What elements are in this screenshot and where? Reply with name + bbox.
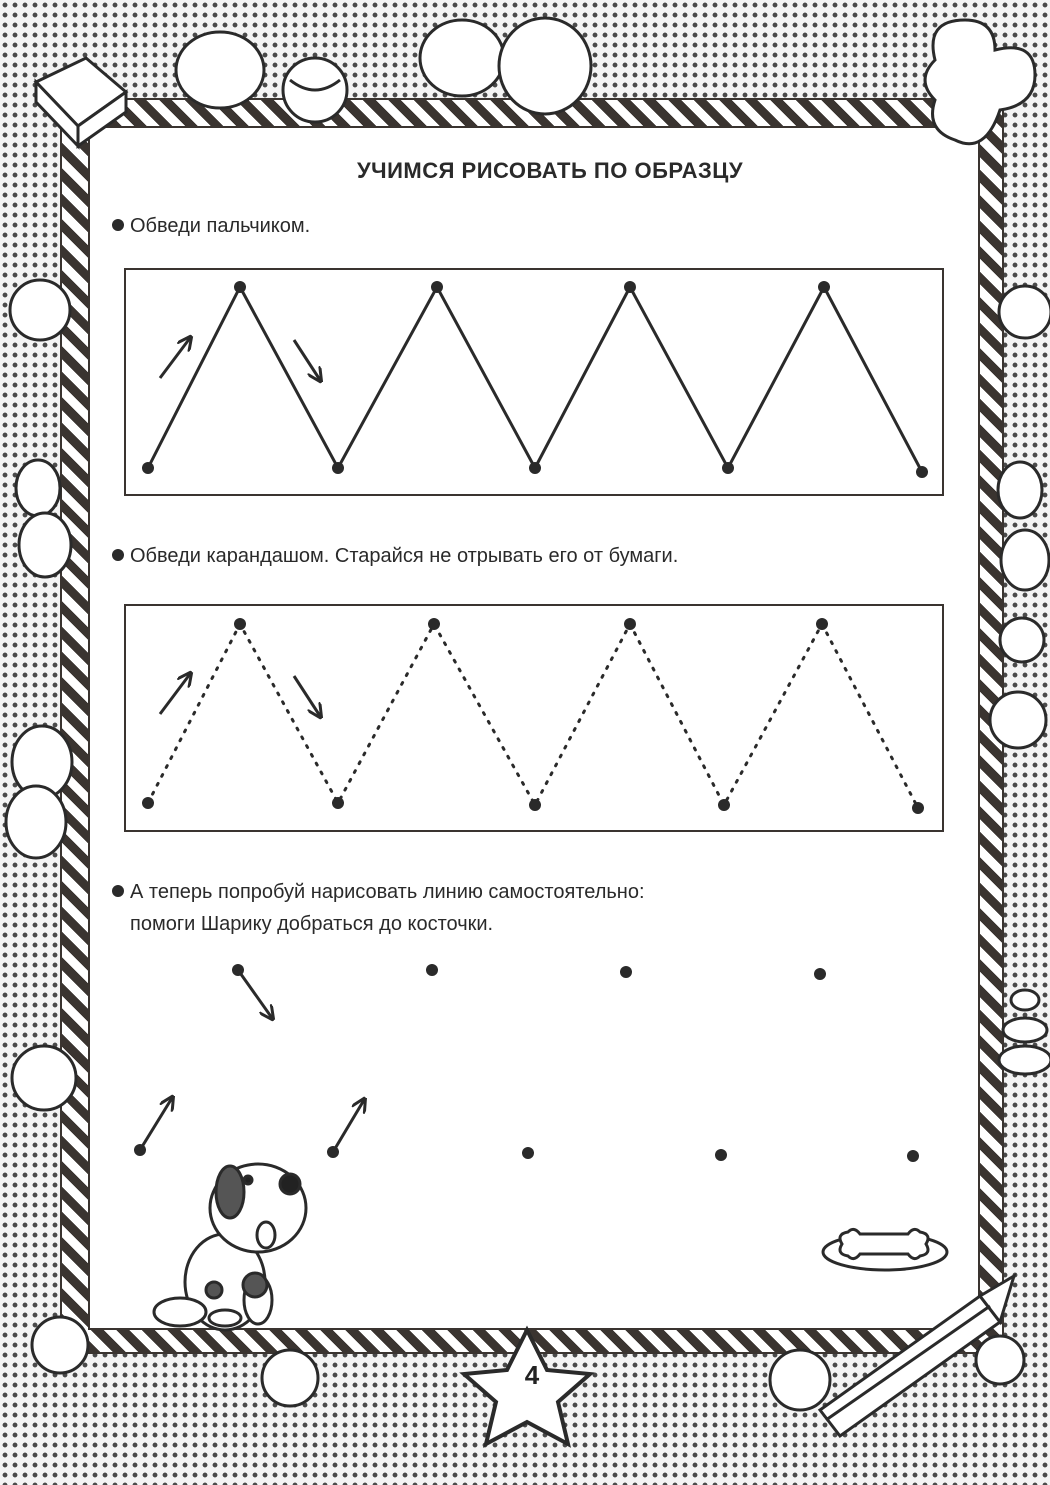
- dot: [718, 799, 730, 811]
- dot: [426, 964, 438, 976]
- arrow-up-icon: [160, 674, 190, 714]
- arrow-down-icon: [238, 970, 272, 1018]
- arrow-down-icon: [294, 340, 320, 380]
- free-drawing-dots[interactable]: [134, 964, 919, 1162]
- dog-bone-icon: [925, 20, 1035, 144]
- dot: [332, 462, 344, 474]
- instruction-2-text: Обведи карандашом. Старайся не отрывать его от бумаги.: [130, 545, 679, 567]
- dot: [715, 1149, 727, 1161]
- dog-illustration: [154, 1164, 306, 1330]
- dot: [234, 281, 246, 293]
- instruction-3-line1: А теперь попробуй нарисовать линию самостоятельно:: [130, 881, 645, 903]
- gift-box-icon: [36, 58, 126, 146]
- instruction-1-text: Обведи пальчиком.: [130, 215, 311, 237]
- dot: [431, 281, 443, 293]
- dot: [814, 968, 826, 980]
- dot: [142, 462, 154, 474]
- dot: [912, 802, 924, 814]
- dot: [907, 1150, 919, 1162]
- page-number: 4: [524, 1360, 540, 1390]
- dot: [428, 618, 440, 630]
- dot: [916, 466, 928, 478]
- page-title: УЧИМСЯ РИСОВАТЬ ПО ОБРАЗЦУ: [356, 158, 744, 183]
- instruction-3-line2: помоги Шарику добраться до косточки.: [130, 913, 494, 935]
- bone-on-plate-icon: [823, 1229, 947, 1270]
- dot: [624, 281, 636, 293]
- dot: [234, 618, 246, 630]
- dot: [529, 799, 541, 811]
- arrow-up-icon: [333, 1100, 364, 1152]
- arrow-down-icon: [294, 676, 320, 716]
- dot: [818, 281, 830, 293]
- dot: [142, 797, 154, 809]
- arrow-up-icon: [140, 1098, 172, 1150]
- arrow-up-icon: [160, 338, 190, 378]
- dot: [722, 462, 734, 474]
- dot: [620, 966, 632, 978]
- dot: [522, 1147, 534, 1159]
- spinning-top-icon: [999, 990, 1050, 1074]
- dot: [529, 462, 541, 474]
- dotted-zigzag[interactable]: [142, 618, 924, 814]
- solid-zigzag[interactable]: [142, 281, 928, 478]
- dot: [332, 797, 344, 809]
- dot: [816, 618, 828, 630]
- balloons-top-icon: [176, 18, 591, 122]
- dot: [624, 618, 636, 630]
